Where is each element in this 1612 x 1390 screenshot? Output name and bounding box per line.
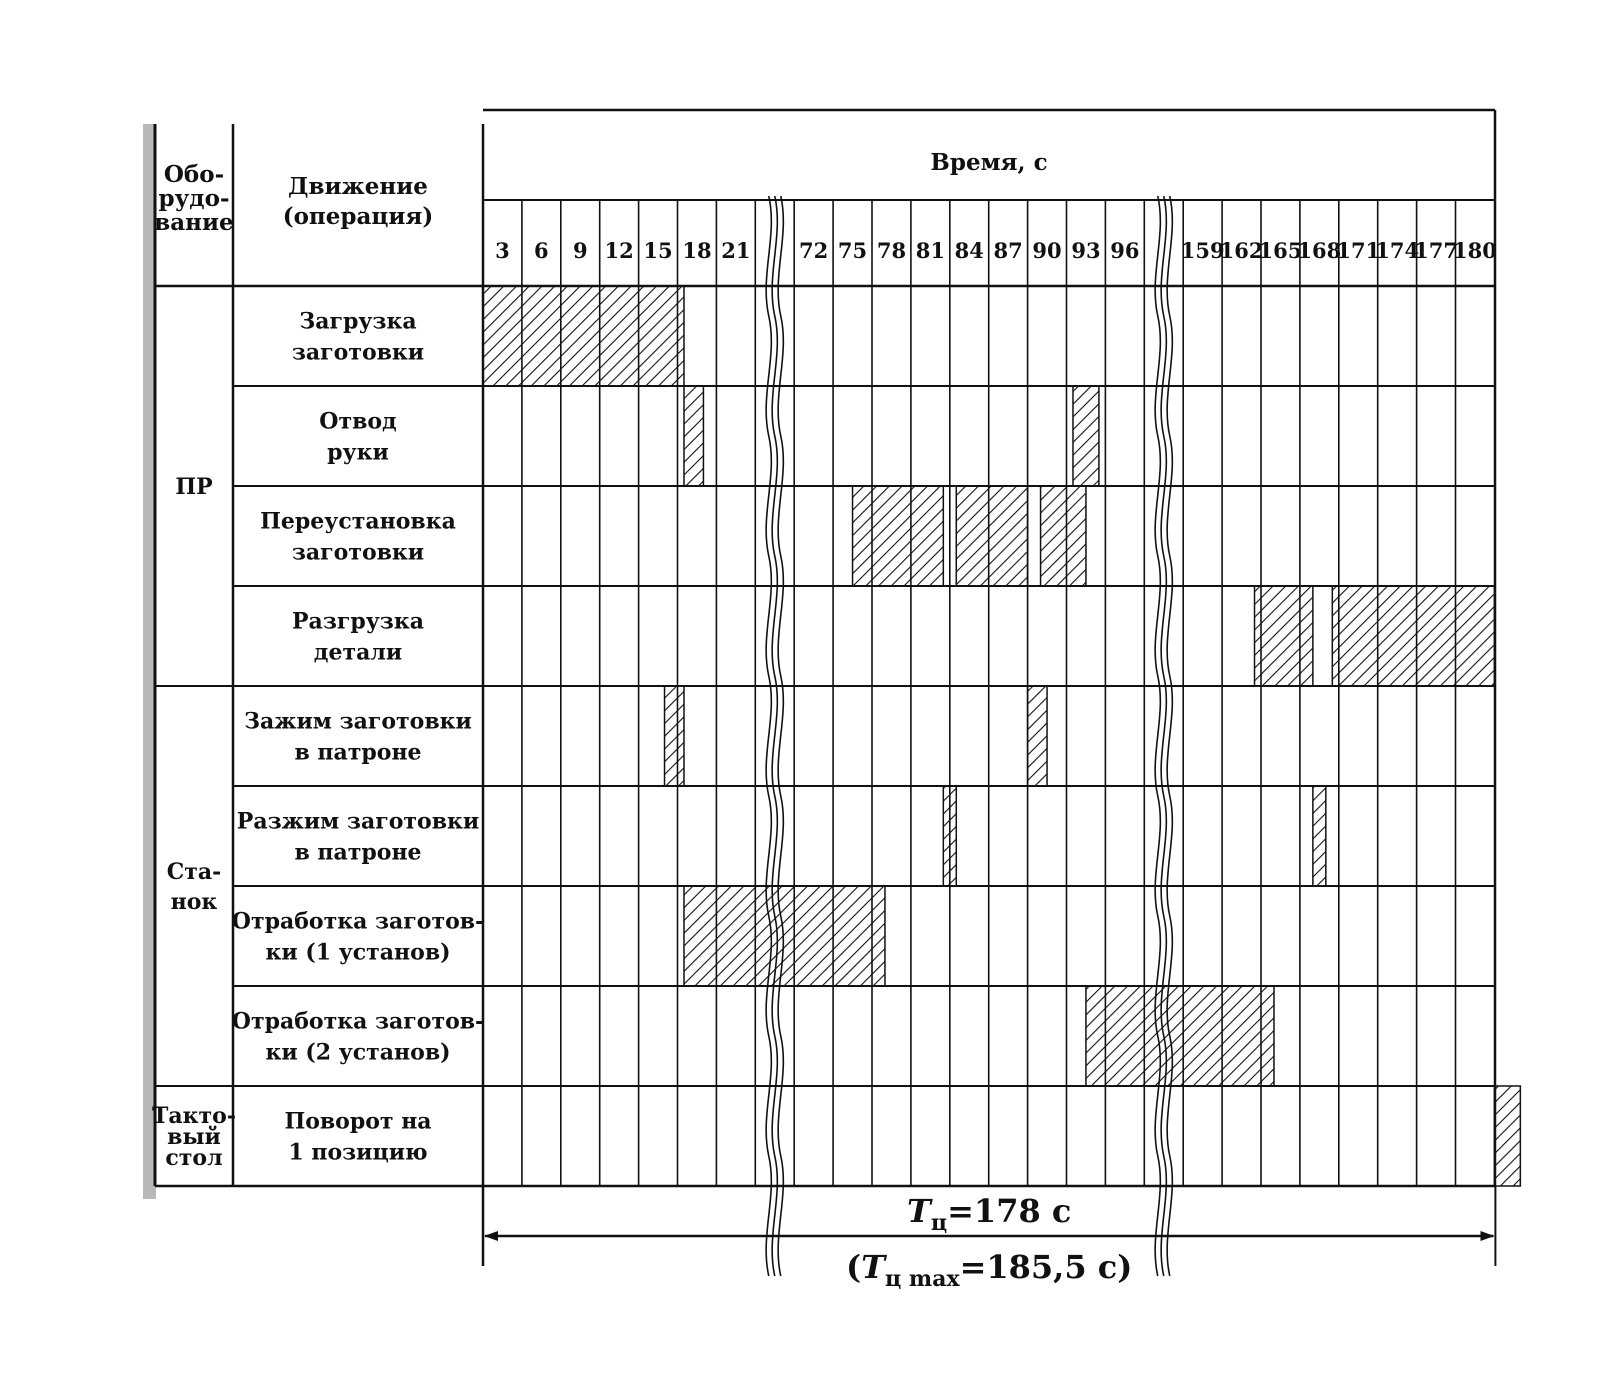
equipment-header-text: вание bbox=[154, 209, 234, 236]
time-tick-label: 165 bbox=[1258, 238, 1303, 263]
time-tick-label: 75 bbox=[837, 238, 868, 263]
operation-bar bbox=[665, 686, 684, 786]
operation-label: Загрузка bbox=[299, 308, 417, 335]
operation-bar bbox=[483, 286, 684, 386]
operation-bar bbox=[684, 386, 703, 486]
operation-label: Отвод bbox=[319, 408, 397, 435]
operation-label: Зажим заготовки bbox=[244, 708, 472, 735]
operation-bar bbox=[1028, 686, 1047, 786]
time-tick-label: 84 bbox=[954, 238, 984, 263]
time-tick-label: 159 bbox=[1180, 238, 1225, 263]
time-tick-label: 162 bbox=[1219, 238, 1264, 263]
operation-label: в патроне bbox=[294, 739, 422, 766]
time-tick-label: 180 bbox=[1453, 238, 1497, 263]
operation-bar bbox=[1041, 486, 1086, 586]
time-tick-label: 171 bbox=[1336, 238, 1381, 263]
operation-label: Разгрузка bbox=[292, 608, 424, 635]
operation-bar bbox=[684, 886, 885, 986]
equipment-group-label: вый bbox=[167, 1124, 221, 1150]
time-tick-label: 93 bbox=[1071, 238, 1101, 263]
operation-label: руки bbox=[327, 439, 389, 466]
equipment-group-label: ПР bbox=[175, 474, 213, 500]
equipment-header-text: рудо- bbox=[158, 185, 230, 212]
operation-label: ки (2 установ) bbox=[265, 1039, 451, 1066]
operation-bar bbox=[1073, 386, 1099, 486]
time-tick-label: 174 bbox=[1375, 238, 1420, 263]
operation-label: Переустановка bbox=[260, 508, 456, 535]
time-tick-label: 90 bbox=[1032, 238, 1062, 263]
operation-label: Отработка заготов- bbox=[231, 908, 485, 935]
time-tick-label: 15 bbox=[643, 238, 673, 263]
operation-label: Разжим заготовки bbox=[236, 808, 480, 835]
time-tick-label: 96 bbox=[1110, 238, 1140, 263]
time-tick-label: 81 bbox=[915, 238, 945, 263]
time-tick-label: 18 bbox=[682, 238, 712, 263]
time-tick-label: 72 bbox=[799, 238, 829, 263]
operation-bar bbox=[956, 486, 1027, 586]
operation-bar bbox=[853, 486, 944, 586]
operation-bar bbox=[1255, 586, 1313, 686]
break-wave-line bbox=[1161, 196, 1166, 1276]
time-tick-label: 177 bbox=[1414, 238, 1458, 263]
time-tick-label: 9 bbox=[572, 238, 588, 263]
operation-label: детали bbox=[313, 639, 403, 666]
operation-bar bbox=[1086, 986, 1274, 1086]
operation-label: в патроне bbox=[294, 839, 422, 866]
operation-label: Отработка заготов- bbox=[231, 1008, 485, 1035]
break-wave-line bbox=[1155, 196, 1160, 1276]
time-tick-label: 168 bbox=[1297, 238, 1342, 263]
break-wave-line bbox=[778, 196, 783, 1276]
equipment-group-label: Ста- bbox=[166, 859, 222, 885]
time-tick-label: 87 bbox=[993, 238, 1023, 263]
operation-bar bbox=[1494, 1086, 1520, 1186]
equipment-group-label: нок bbox=[170, 889, 218, 915]
break-wave-line bbox=[772, 196, 777, 1276]
operation-label: заготовки bbox=[291, 539, 425, 566]
time-tick-label: 78 bbox=[876, 238, 907, 263]
time-header-text: Время, с bbox=[930, 149, 1048, 176]
equipment-group-label: стол bbox=[165, 1145, 223, 1171]
cycle-time-label: $T_ц=178$ с bbox=[907, 1192, 1072, 1236]
time-tick-label: 21 bbox=[721, 238, 751, 263]
operation-label: Поворот на bbox=[284, 1108, 432, 1135]
break-wave-line bbox=[1167, 196, 1172, 1276]
cycle-time-max-label: ($T_{ц max}=185,5$ с) bbox=[846, 1248, 1133, 1292]
equipment-group-label: Такто- bbox=[152, 1103, 236, 1129]
movement-header-text: Движение bbox=[288, 173, 428, 200]
movement-header-text: (операция) bbox=[282, 203, 434, 230]
operation-label: 1 позицию bbox=[288, 1139, 428, 1166]
equipment-header-text: Обо- bbox=[163, 161, 225, 188]
time-tick-label: 12 bbox=[604, 238, 634, 263]
operation-label: заготовки bbox=[291, 339, 425, 366]
time-tick-label: 3 bbox=[495, 238, 510, 263]
operation-bar bbox=[1313, 786, 1326, 886]
operation-label: ки (1 установ) bbox=[265, 939, 451, 966]
operation-bar bbox=[1332, 586, 1494, 686]
time-tick-label: 6 bbox=[534, 238, 549, 263]
break-wave-line bbox=[766, 196, 771, 1276]
